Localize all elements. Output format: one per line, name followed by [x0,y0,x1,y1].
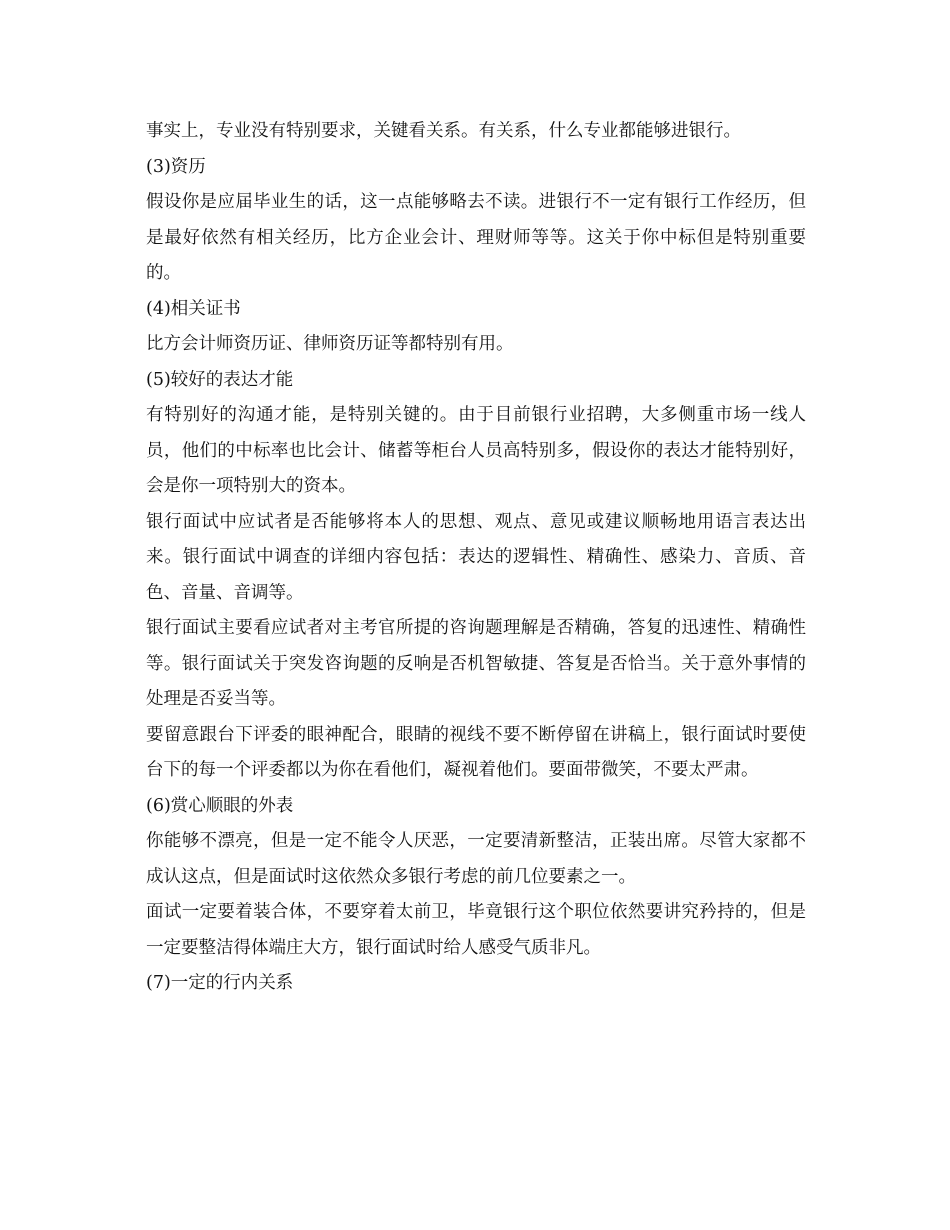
document-body [146,114,806,1002]
paragraph-expression-content: 银行面试中应试者是否能够将本人的思想、观点、意见或建议顺畅地用语言表达出来。银行面试中调查的详细内容包括：表达的逻辑性、精确性、感染力、音质、音色、音量、音调等。 [146,511,806,603]
paragraph-work-experience: 假设你是应届毕业生的话，这一点能够略去不读。进银行不一定有银行工作经历，但是最好依然有相关经历，比方企业会计、理财师等等。这关于你中标但是特别重要的。 [146,192,806,283]
heading-qualifications: (3)资历 [146,156,206,177]
paragraph-communication: 有特别好的沟通才能，是特别关键的。由于目前银行业招聘，大多侧重市场一线人员，他们的中标率也比会计、储蓄等柜台人员高特别多，假设你的表达才能特别好，会是你一项特别大的资本。 [146,405,806,496]
paragraph-eye-contact: 要留意跟台下评委的眼神配合，眼睛的视线不要不断停留在讲稿上，银行面试时要使台下的每一个评委都以为你在看他们，凝视着他们。要面带微笑，不要太严肃。 [146,724,806,780]
paragraph-attire: 面试一定要着装合体，不要穿着太前卫，毕竟银行这个职位依然要讲究矜持的，但是一定要整洁得体端庄大方，银行面试时给人感受气质非凡。 [146,902,806,958]
paragraph-question-understanding: 银行面试主要看应试者对主考官所提的咨询题理解是否精确，答复的迅速性、精确性等。银行面试关于突发咨询题的反响是否机智敏捷、答复是否恰当。关于意外事情的处理是否妥当等。 [146,618,806,709]
heading-certificates: (4)相关证书 [146,298,241,319]
heading-expression-ability: (5)较好的表达才能 [146,369,294,390]
paragraph-certificates: 比方会计师资历证、律师资历证等都特别有用。 [146,334,514,354]
paragraph-appearance: 你能够不漂亮，但是一定不能令人厌恶，一定要清新整洁，正装出席。尽管大家都不成认这点，但是面试时这依然众多银行考虑的前几位要素之一。 [146,831,806,887]
paragraph-major-requirement: 事实上，专业没有特别要求，关键看关系。有关系，什么专业都能够进银行。 [146,121,741,141]
heading-industry-connections: (7)一定的行内关系 [146,973,294,993]
heading-appearance: (6)赏心顺眼的外表 [146,795,294,816]
